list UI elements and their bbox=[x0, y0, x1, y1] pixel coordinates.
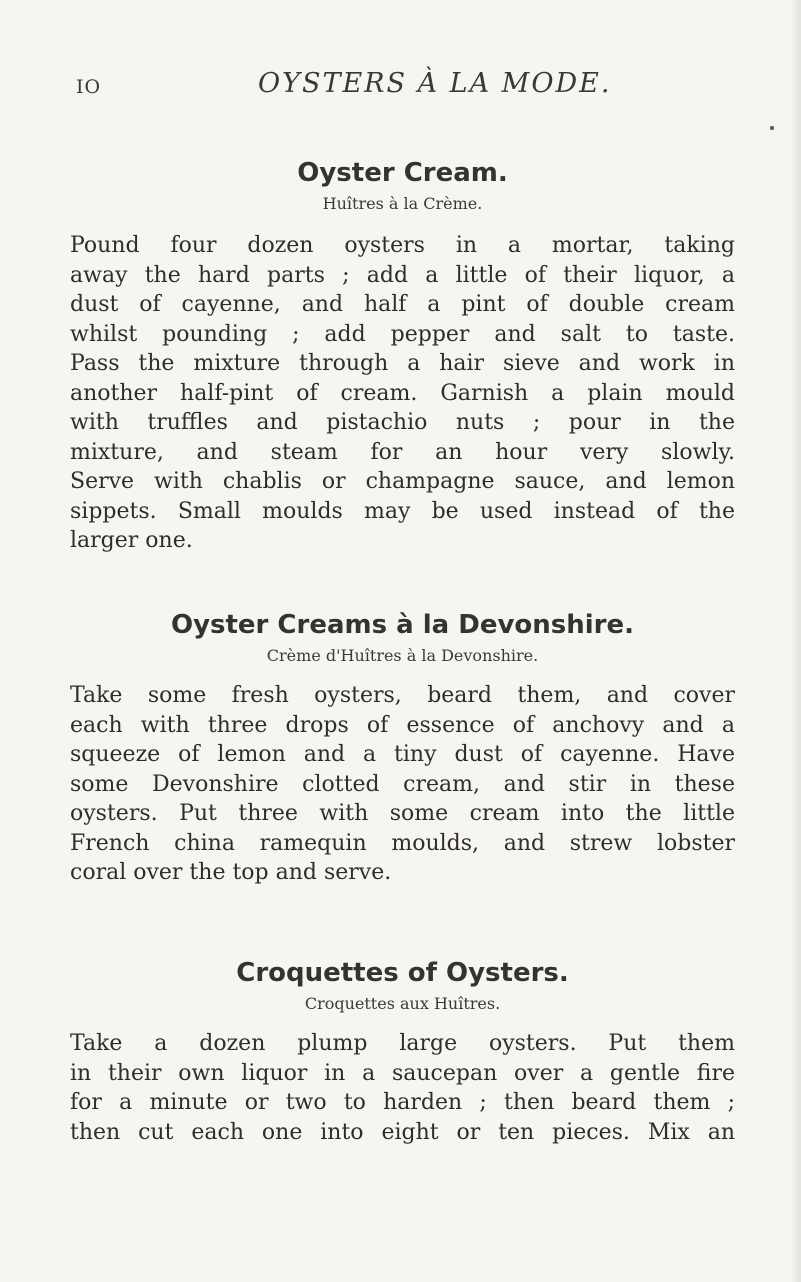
page-number: IO bbox=[76, 76, 102, 98]
text-line: away the hard parts ; add a little of their liquor, a bbox=[70, 262, 735, 288]
text-line: each with three drops of essence of anchovy and a bbox=[70, 712, 735, 738]
text-line: Take some fresh oysters, beard them, and cover bbox=[70, 683, 735, 708]
text-line: mixture, and steam for an hour very slowly. bbox=[70, 439, 735, 465]
recipe-body bbox=[70, 231, 735, 556]
recipe-oyster-creams-devonshire bbox=[70, 610, 735, 888]
recipe-subtitle: Huîtres à la Crème. bbox=[322, 194, 483, 213]
recipe-title: Croquettes of Oysters. bbox=[236, 958, 569, 988]
text-line: larger one. bbox=[70, 528, 193, 553]
text-line: Serve with chablis or champagne sauce, and lemon bbox=[70, 469, 735, 494]
recipe-title: Oyster Creams à la Devonshire. bbox=[170, 610, 635, 640]
page-edge-shadow bbox=[791, 0, 801, 1282]
text-line: in their own liquor in a saucepan over a gentle fire bbox=[70, 1060, 735, 1086]
recipe-croquettes-of-oysters bbox=[70, 958, 735, 1147]
recipe-body bbox=[70, 1029, 735, 1147]
text-line: sippets. Small moulds may be used instead of the bbox=[70, 498, 735, 524]
text-line: then cut each one into eight or ten pieces. Mix an bbox=[70, 1119, 735, 1145]
recipe-body bbox=[70, 681, 735, 888]
text-line: Pass the mixture through a hair sieve and work in bbox=[70, 351, 735, 376]
page-header bbox=[76, 68, 736, 108]
text-line: another half-pint of cream. Garnish a plain mould bbox=[70, 380, 735, 406]
print-speck bbox=[770, 126, 774, 130]
text-line: coral over the top and serve. bbox=[70, 860, 392, 885]
recipe-subtitle: Crème d'Huîtres à la Devonshire. bbox=[266, 646, 539, 665]
recipe-title: Oyster Cream. bbox=[297, 158, 508, 188]
text-line: oysters. Put three with some cream into the little bbox=[70, 801, 735, 826]
running-title: OYSTERS À LA MODE. bbox=[258, 68, 612, 99]
text-line: French china ramequin moulds, and strew lobster bbox=[70, 830, 735, 856]
text-line: whilst pounding ; add pepper and salt to taste. bbox=[70, 321, 735, 347]
recipe-subtitle: Croquettes aux Huîtres. bbox=[304, 994, 501, 1013]
text-line: Pound four dozen oysters in a mortar, taking bbox=[70, 233, 735, 258]
text-line: for a minute or two to harden ; then beard them ; bbox=[70, 1090, 735, 1115]
text-line: squeeze of lemon and a tiny dust of cayenne. Have bbox=[70, 742, 735, 767]
text-line: with truffles and pistachio nuts ; pour in the bbox=[70, 410, 735, 435]
text-line: some Devonshire clotted cream, and stir in these bbox=[70, 771, 735, 797]
text-line: Take a dozen plump large oysters. Put them bbox=[70, 1031, 735, 1056]
text-line: dust of cayenne, and half a pint of double cream bbox=[70, 292, 735, 317]
recipe-oyster-cream bbox=[70, 158, 735, 556]
